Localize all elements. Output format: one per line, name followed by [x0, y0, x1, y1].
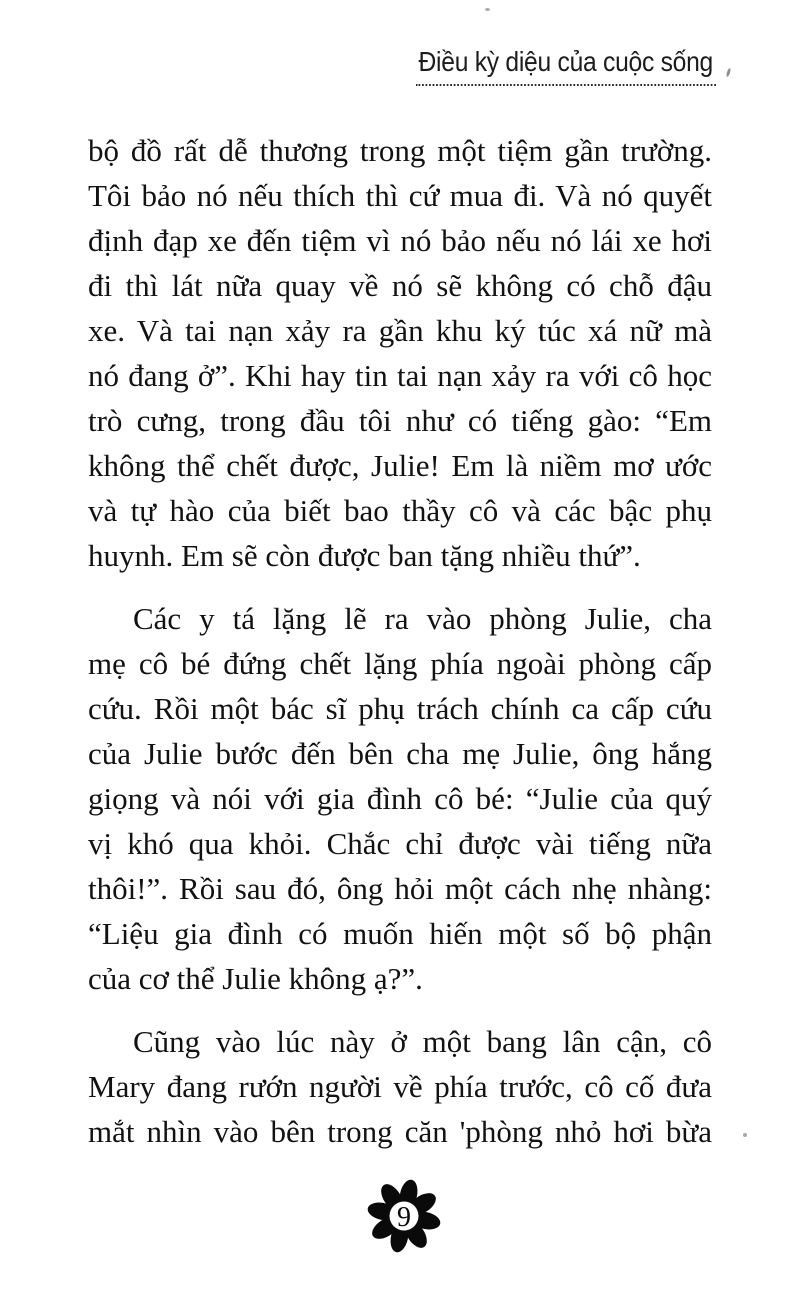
text-line: nó đang ở”. Khi hay tin tai nạn xảy ra với cô học	[88, 358, 712, 393]
text-line: mắt nhìn vào bên trong căn 'phòng nhỏ hơi bừa	[88, 1114, 712, 1149]
text-line: cứu. Rồi một bác sĩ phụ trách chính ca cấp cứu	[88, 691, 712, 726]
page-number-ornament	[365, 1177, 443, 1255]
text-line: Mary đang rướn người về phía trước, cô cố đưa	[88, 1069, 712, 1104]
text-line: thôi!”. Rồi sau đó, ông hỏi một cách nhẹ nhàng:	[88, 871, 712, 906]
text-line: và tự hào của biết bao thầy cô và các bậc phụ	[88, 493, 712, 528]
text-line: huynh. Em sẽ còn được ban tặng nhiều thứ”.	[88, 538, 641, 573]
text-line: định đạp xe đến tiệm vì nó bảo nếu nó lái xe hơi	[88, 223, 712, 258]
page-number: 9	[397, 1202, 411, 1233]
paragraph	[88, 1019, 712, 1154]
text-line: mẹ cô bé đứng chết lặng phía ngoài phòng cấp	[88, 646, 712, 681]
scan-speck	[726, 68, 732, 77]
text-line: không thể chết được, Julie! Em là niềm mơ ước	[88, 448, 712, 483]
text-line: của cơ thể Julie không ạ?”.	[88, 961, 423, 996]
page-footer	[0, 1177, 800, 1255]
text-line: vị khó qua khỏi. Chắc chỉ được vài tiếng nữa	[88, 826, 712, 861]
flower-icon	[365, 1177, 443, 1255]
paragraph	[88, 128, 712, 578]
text-line: Cũng vào lúc này ở một bang lân cận, cô	[133, 1024, 712, 1059]
text-line: bộ đồ rất dễ thương trong một tiệm gần trường.	[88, 133, 712, 168]
text-line: xe. Và tai nạn xảy ra gần khu ký túc xá nữ mà	[88, 313, 712, 348]
body-text	[88, 128, 712, 1172]
paragraph	[88, 596, 712, 1001]
scan-speck	[743, 1133, 747, 1137]
text-line: Tôi bảo nó nếu thích thì cứ mua đi. Và nó quyết	[88, 178, 712, 213]
running-header	[375, 46, 716, 86]
text-line: “Liệu gia đình có muốn hiến một số bộ phận	[88, 916, 712, 951]
text-line: đi thì lát nữa quay về nó sẽ không có chỗ đậu	[88, 268, 712, 303]
running-header-title: Điều kỳ diệu của cuộc sống	[416, 46, 716, 86]
scan-speck	[485, 8, 490, 11]
text-line: trò cưng, trong đầu tôi như có tiếng gào: “Em	[88, 403, 712, 438]
text-line: Các y tá lặng lẽ ra vào phòng Julie, cha	[133, 601, 712, 636]
text-line: của Julie bước đến bên cha mẹ Julie, ông hắng	[88, 736, 712, 771]
text-line: giọng và nói với gia đình cô bé: “Julie của quý	[88, 781, 712, 816]
